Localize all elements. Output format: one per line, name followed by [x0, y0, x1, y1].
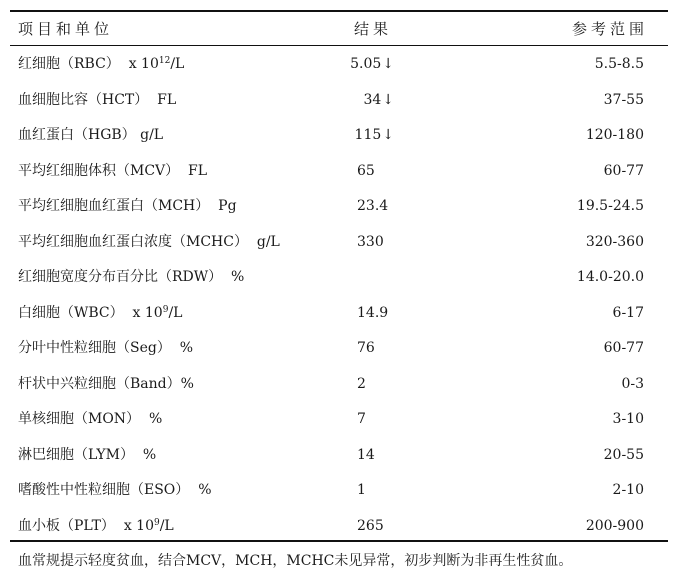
- header-result: 结果: [354, 20, 393, 38]
- row-result: [357, 189, 388, 225]
- row-result: [342, 118, 394, 154]
- row-reference-range: 20-55: [603, 446, 644, 463]
- header-item-unit: 项目和单位: [18, 20, 114, 38]
- row-item-label: [18, 47, 184, 83]
- item-name: 血红蛋白（HGB） g/L: [18, 127, 164, 143]
- row-reference-range: 120-180: [585, 127, 644, 143]
- item-name: 单核细胞（MON） %: [18, 411, 163, 427]
- row-item-label: [18, 473, 212, 509]
- row-item-label: [18, 402, 162, 438]
- row-reference-range: 14.0-20.0: [576, 269, 644, 285]
- item-name: 杆状中兴粒细胞（Band）%: [18, 375, 194, 392]
- table-row: [0, 331, 678, 367]
- table-row: [0, 47, 678, 83]
- row-result: [357, 367, 366, 403]
- item-name: 红细胞宽度分布百分比（RDW） %: [18, 269, 245, 285]
- row-item-label: [18, 438, 156, 474]
- report-note: 血常规提示轻度贫血，结合MCV，MCH，MCHC未见异常，初步判断为非再生性贫血。: [18, 553, 573, 569]
- row-reference-range: 60-77: [603, 162, 644, 179]
- table-row: [0, 260, 678, 296]
- item-name: 血小板（PLT） x 10: [18, 517, 154, 534]
- result-value: 1: [357, 482, 366, 498]
- row-result: [357, 225, 384, 261]
- result-value: 65: [357, 162, 375, 179]
- item-name: 白细胞（WBC） x 10: [18, 304, 163, 321]
- table-row: [0, 438, 678, 474]
- row-reference-range: 0-3: [621, 375, 644, 392]
- row-result: [357, 509, 384, 545]
- row-result: [357, 154, 375, 190]
- row-reference-range: 19.5-24.5: [576, 198, 644, 214]
- table-row: [0, 154, 678, 190]
- item-name: 平均红细胞血红蛋白浓度（MCHC） g/L: [18, 233, 280, 250]
- unit-exponent: 9: [153, 517, 160, 528]
- row-item-label: [18, 118, 163, 154]
- result-value: 330: [357, 233, 384, 250]
- table-row: [0, 83, 678, 119]
- unit-suffix: /L: [170, 56, 185, 72]
- table-row: [0, 367, 678, 403]
- item-name: 血细胞比容（HCT） FL: [18, 91, 177, 108]
- row-result: [342, 83, 394, 119]
- result-value: 5.05: [350, 56, 382, 72]
- table-row: [0, 296, 678, 332]
- table-row: [0, 402, 678, 438]
- item-name: 分叶中性粒细胞（Seg） %: [18, 340, 194, 356]
- result-value: 115: [354, 127, 382, 143]
- result-value: 14.9: [357, 304, 389, 321]
- row-item-label: [18, 83, 176, 119]
- result-value: 76: [357, 340, 375, 356]
- result-value: 23.4: [357, 198, 389, 214]
- unit-suffix: /L: [168, 304, 183, 321]
- row-result: [357, 438, 375, 474]
- table-bottom-rule: [10, 540, 668, 542]
- row-item-label: [18, 189, 237, 225]
- low-flag-arrow-icon: ↓: [382, 127, 394, 143]
- header-reference-range: 参考范围: [571, 20, 648, 38]
- table-header-rule: [10, 45, 668, 46]
- row-item-label: [18, 296, 182, 332]
- row-item-label: [18, 260, 244, 296]
- row-reference-range: 5.5-8.5: [594, 56, 644, 72]
- row-reference-range: 3-10: [612, 411, 644, 427]
- result-value: 14: [357, 446, 375, 463]
- item-name: 嗜酸性中性粒细胞（ESO） %: [18, 482, 212, 498]
- row-reference-range: 6-17: [612, 304, 644, 321]
- row-result: [342, 47, 394, 83]
- low-flag-arrow-icon: ↓: [382, 91, 394, 108]
- table-row: [0, 225, 678, 261]
- unit-suffix: /L: [159, 517, 174, 534]
- row-reference-range: 2-10: [612, 482, 644, 498]
- result-value: 34: [363, 91, 382, 108]
- low-flag-arrow-icon: ↓: [382, 56, 394, 72]
- row-reference-range: 200-900: [585, 517, 644, 534]
- table-row: [0, 189, 678, 225]
- result-value: 7: [357, 411, 366, 427]
- row-item-label: [18, 154, 207, 190]
- row-result: [357, 473, 366, 509]
- table-top-rule: [10, 10, 668, 12]
- row-result: [357, 331, 375, 367]
- item-name: 平均红细胞体积（MCV） FL: [18, 162, 208, 179]
- table-row: [0, 473, 678, 509]
- item-name: 平均红细胞血红蛋白（MCH） Pg: [18, 198, 237, 214]
- result-value: 2: [357, 375, 366, 392]
- unit-exponent: 9: [162, 304, 169, 315]
- row-reference-range: 37-55: [603, 91, 644, 108]
- row-reference-range: 320-360: [585, 233, 644, 250]
- row-result: [357, 296, 388, 332]
- row-item-label: [18, 509, 174, 545]
- item-name: 红细胞（RBC） x 10: [18, 56, 159, 72]
- result-value: 265: [357, 517, 384, 534]
- unit-exponent: 12: [158, 56, 171, 66]
- table-body: [0, 47, 678, 544]
- row-reference-range: 60-77: [603, 340, 644, 356]
- row-result: [357, 402, 366, 438]
- table-row: [0, 118, 678, 154]
- row-item-label: [18, 331, 193, 367]
- row-item-label: [18, 367, 194, 403]
- item-name: 淋巴细胞（LYM） %: [18, 446, 157, 463]
- table-row: [0, 509, 678, 545]
- row-item-label: [18, 225, 280, 261]
